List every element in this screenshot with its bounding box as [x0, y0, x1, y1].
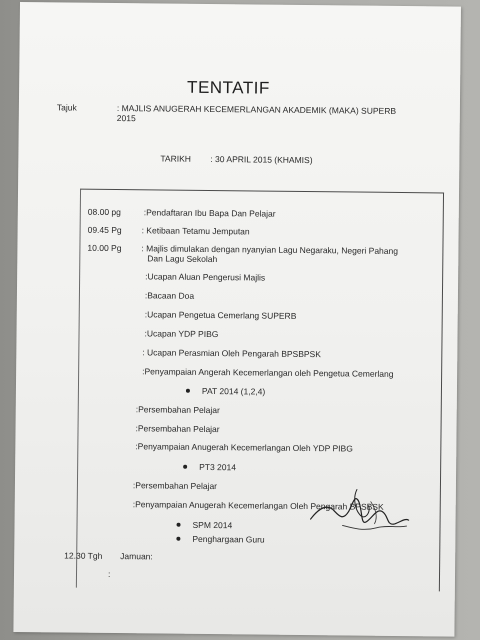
- item-penyampaian-3: :Penyampaian Anugerah Kecemerlangan Oleh Pengarah BPSBSK: [132, 499, 384, 512]
- item-pendaftaran: :Pendaftaran Ibu Bapa Dan Pelajar: [143, 207, 276, 219]
- time-1230: 12.30 Tgh: [64, 550, 103, 561]
- trailing-colon: :: [107, 568, 111, 579]
- document-title: TENTATIF: [187, 77, 270, 98]
- item-majlis-line2: Dan Lagu Sekolah: [147, 253, 218, 265]
- item-doa: :Bacaan Doa: [144, 290, 195, 301]
- document-page: [13, 2, 461, 637]
- signature-mark: [302, 481, 413, 538]
- time-0800: 08.00 pg: [87, 206, 121, 218]
- item-pengetua: :Ucapan Pengetua Cemerlang SUPERB: [144, 309, 297, 321]
- item-jamuan: Jamuan:: [120, 551, 153, 562]
- item-penyampaian-1: :Penyampaian Angerah Kecemerlangan oleh Pengetua Cemerlang: [142, 366, 394, 379]
- tajuk-value-line1: : MAJLIS ANUGERAH KECEMERLANGAN AKADEMIK (MAKA) SUPERB: [116, 103, 397, 116]
- bullet-penghargaan: Penghargaan Guru: [192, 533, 265, 545]
- bullet-icon: [186, 389, 190, 393]
- tarikh-value: : 30 APRIL 2015 (KHAMIS): [210, 154, 313, 166]
- time-1000: 10.00 Pg: [87, 242, 122, 254]
- item-ydp: :Ucapan YDP PIBG: [144, 328, 219, 340]
- bullet-pt3: PT3 2014: [199, 461, 237, 473]
- item-persembahan-2: :Persembahan Pelajar: [135, 423, 220, 435]
- tajuk-value-line2: 2015: [116, 113, 136, 124]
- time-0945: 09.45 Pg: [87, 224, 122, 236]
- bullet-icon: [176, 537, 180, 541]
- item-aluan: :Ucapan Aluan Pengerusi Majlis: [145, 271, 266, 283]
- item-perasmian: : Ucapan Perasmian Oleh Pengarah BPSBPSK: [142, 347, 321, 360]
- bullet-icon: [177, 523, 181, 527]
- item-penyampaian-2: :Penyampaian Anugerah Kecemerlangan Oleh YDP PIBG: [135, 441, 353, 454]
- bullet-pat: PAT 2014 (1,2,4): [201, 385, 266, 397]
- tajuk-label: Tajuk: [56, 102, 77, 113]
- item-majlis-line1: : Majlis dimulakan dengan nyanyian Lagu Negaraku, Negeri Pahang: [141, 243, 399, 256]
- item-ketibaan: : Ketibaan Tetamu Jemputan: [141, 225, 250, 237]
- bullet-spm: SPM 2014: [192, 519, 233, 531]
- item-persembahan-1: :Persembahan Pelajar: [135, 404, 220, 416]
- bullet-icon: [183, 465, 187, 469]
- item-persembahan-3: :Persembahan Pelajar: [132, 480, 218, 492]
- tarikh-label: TARIKH: [160, 153, 191, 164]
